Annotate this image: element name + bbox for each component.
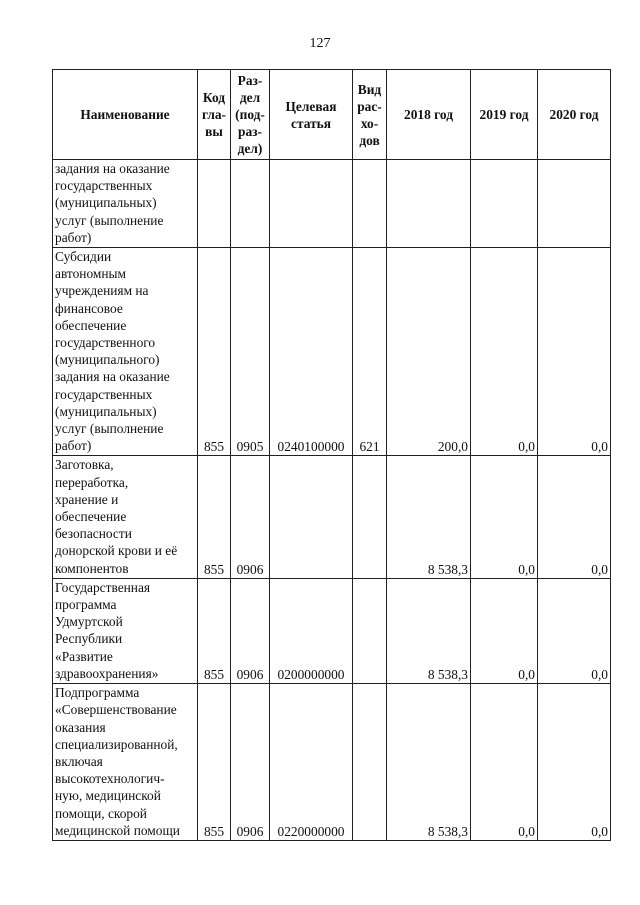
row-target — [270, 456, 353, 578]
row-2020 — [538, 160, 611, 248]
text-line: «Развитие — [55, 648, 113, 664]
table-header — [53, 70, 611, 160]
row-expense — [353, 578, 387, 683]
text-line: Субсидии — [55, 249, 112, 265]
text-line: программа — [55, 597, 117, 613]
header-chapter-code — [198, 70, 231, 160]
row-chapter: 855 — [198, 684, 231, 841]
text-line: обеспечение — [55, 317, 127, 333]
row-2019: 0,0 — [471, 456, 538, 578]
row-chapter — [198, 160, 231, 248]
row-section: 0905 — [231, 248, 270, 456]
header-name: Наименование — [53, 70, 198, 160]
text-line: включая — [55, 753, 103, 769]
text-line: раз- — [238, 124, 262, 139]
text-line: финансовое — [55, 300, 123, 316]
row-2019: 0,0 — [471, 684, 538, 841]
text-line: работ) — [55, 229, 92, 245]
text-line: помощи, скорой — [55, 805, 147, 821]
header-target-article — [270, 70, 353, 160]
table-row — [53, 248, 611, 456]
row-2019 — [471, 160, 538, 248]
text-line: Целевая — [285, 98, 337, 114]
text-line: Государственная — [55, 579, 151, 595]
row-target: 0220000000 — [270, 684, 353, 841]
row-2020: 0,0 — [538, 578, 611, 683]
row-name — [53, 456, 198, 578]
row-section: 0906 — [231, 684, 270, 841]
row-name — [53, 684, 198, 841]
row-section — [231, 160, 270, 248]
row-2020: 0,0 — [538, 456, 611, 578]
text-line: (муниципального) — [55, 352, 160, 368]
text-line: рас- — [357, 98, 382, 114]
text-line: государственных — [55, 386, 153, 402]
header-2018: 2018 год — [387, 70, 471, 160]
budget-table — [52, 69, 611, 841]
row-expense — [353, 456, 387, 578]
text-line: задания на оказание — [55, 161, 170, 176]
text-line: дел) — [237, 141, 263, 156]
text-line: хо- — [360, 115, 379, 131]
text-line: Подпрограмма — [55, 685, 140, 701]
row-expense — [353, 160, 387, 248]
text-line: хранение и — [55, 491, 119, 507]
text-line: работ) — [55, 438, 92, 454]
row-2019: 0,0 — [471, 578, 538, 683]
row-target — [270, 160, 353, 248]
text-line: статья — [291, 115, 331, 131]
text-line: ную, медицинской — [55, 788, 161, 804]
text-line: Раз- — [237, 73, 263, 88]
text-line: переработка, — [55, 474, 129, 490]
text-line: дов — [359, 132, 380, 148]
table-body — [53, 160, 611, 841]
table-row — [53, 684, 611, 841]
row-expense: 621 — [353, 248, 387, 456]
text-line: специализированной, — [55, 736, 178, 752]
table-row — [53, 578, 611, 683]
row-section: 0906 — [231, 578, 270, 683]
row-chapter: 855 — [198, 578, 231, 683]
row-name — [53, 578, 198, 683]
text-line: Удмуртской — [55, 614, 123, 630]
table-row — [53, 456, 611, 578]
text-line: (муниципальных) — [55, 403, 157, 419]
text-line: Республики — [55, 631, 123, 647]
text-line: государственных — [55, 178, 153, 194]
text-line: (муниципальных) — [55, 195, 157, 211]
text-line: учреждениям на — [55, 283, 149, 299]
row-name — [53, 248, 198, 456]
row-name — [53, 160, 198, 248]
row-chapter: 855 — [198, 248, 231, 456]
row-section: 0906 — [231, 456, 270, 578]
table-row — [53, 160, 611, 248]
text-line: медицинской помощи — [55, 822, 180, 838]
row-2018 — [387, 160, 471, 248]
row-2020: 0,0 — [538, 248, 611, 456]
text-line: гла- — [201, 107, 227, 122]
text-line: безопасности — [55, 526, 132, 542]
row-2018: 8 538,3 — [387, 456, 471, 578]
text-line: вы — [205, 124, 223, 139]
text-line: (под- — [235, 107, 265, 122]
text-line: автономным — [55, 266, 127, 282]
header-2020: 2020 год — [538, 70, 611, 160]
text-line: обеспечение — [55, 509, 127, 525]
text-line: оказания — [55, 719, 106, 735]
header-section — [231, 70, 270, 160]
text-line: донорской крови и её — [55, 543, 178, 559]
text-line: компонентов — [55, 560, 129, 576]
text-line: услуг (выполнение — [55, 212, 164, 228]
row-target: 0200000000 — [270, 578, 353, 683]
text-line: Код — [202, 90, 226, 105]
text-line: государственного — [55, 335, 156, 351]
text-line: услуг (выполнение — [55, 421, 164, 437]
row-2018: 200,0 — [387, 248, 471, 456]
text-line: задания на оказание — [55, 369, 170, 385]
header-expense-type — [353, 70, 387, 160]
row-2018: 8 538,3 — [387, 578, 471, 683]
page-number: 127 — [309, 36, 331, 51]
text-line: «Совершенствование — [55, 702, 177, 718]
text-line: дел — [239, 90, 261, 105]
row-chapter: 855 — [198, 456, 231, 578]
text-line: Вид — [357, 81, 382, 97]
row-expense — [353, 684, 387, 841]
text-line: Заготовка, — [55, 457, 114, 473]
row-2018: 8 538,3 — [387, 684, 471, 841]
text-line: здравоохранения» — [55, 665, 159, 681]
row-2019: 0,0 — [471, 248, 538, 456]
text-line: высокотехнологич- — [55, 771, 165, 787]
header-2019: 2019 год — [471, 70, 538, 160]
row-2020: 0,0 — [538, 684, 611, 841]
row-target: 0240100000 — [270, 248, 353, 456]
